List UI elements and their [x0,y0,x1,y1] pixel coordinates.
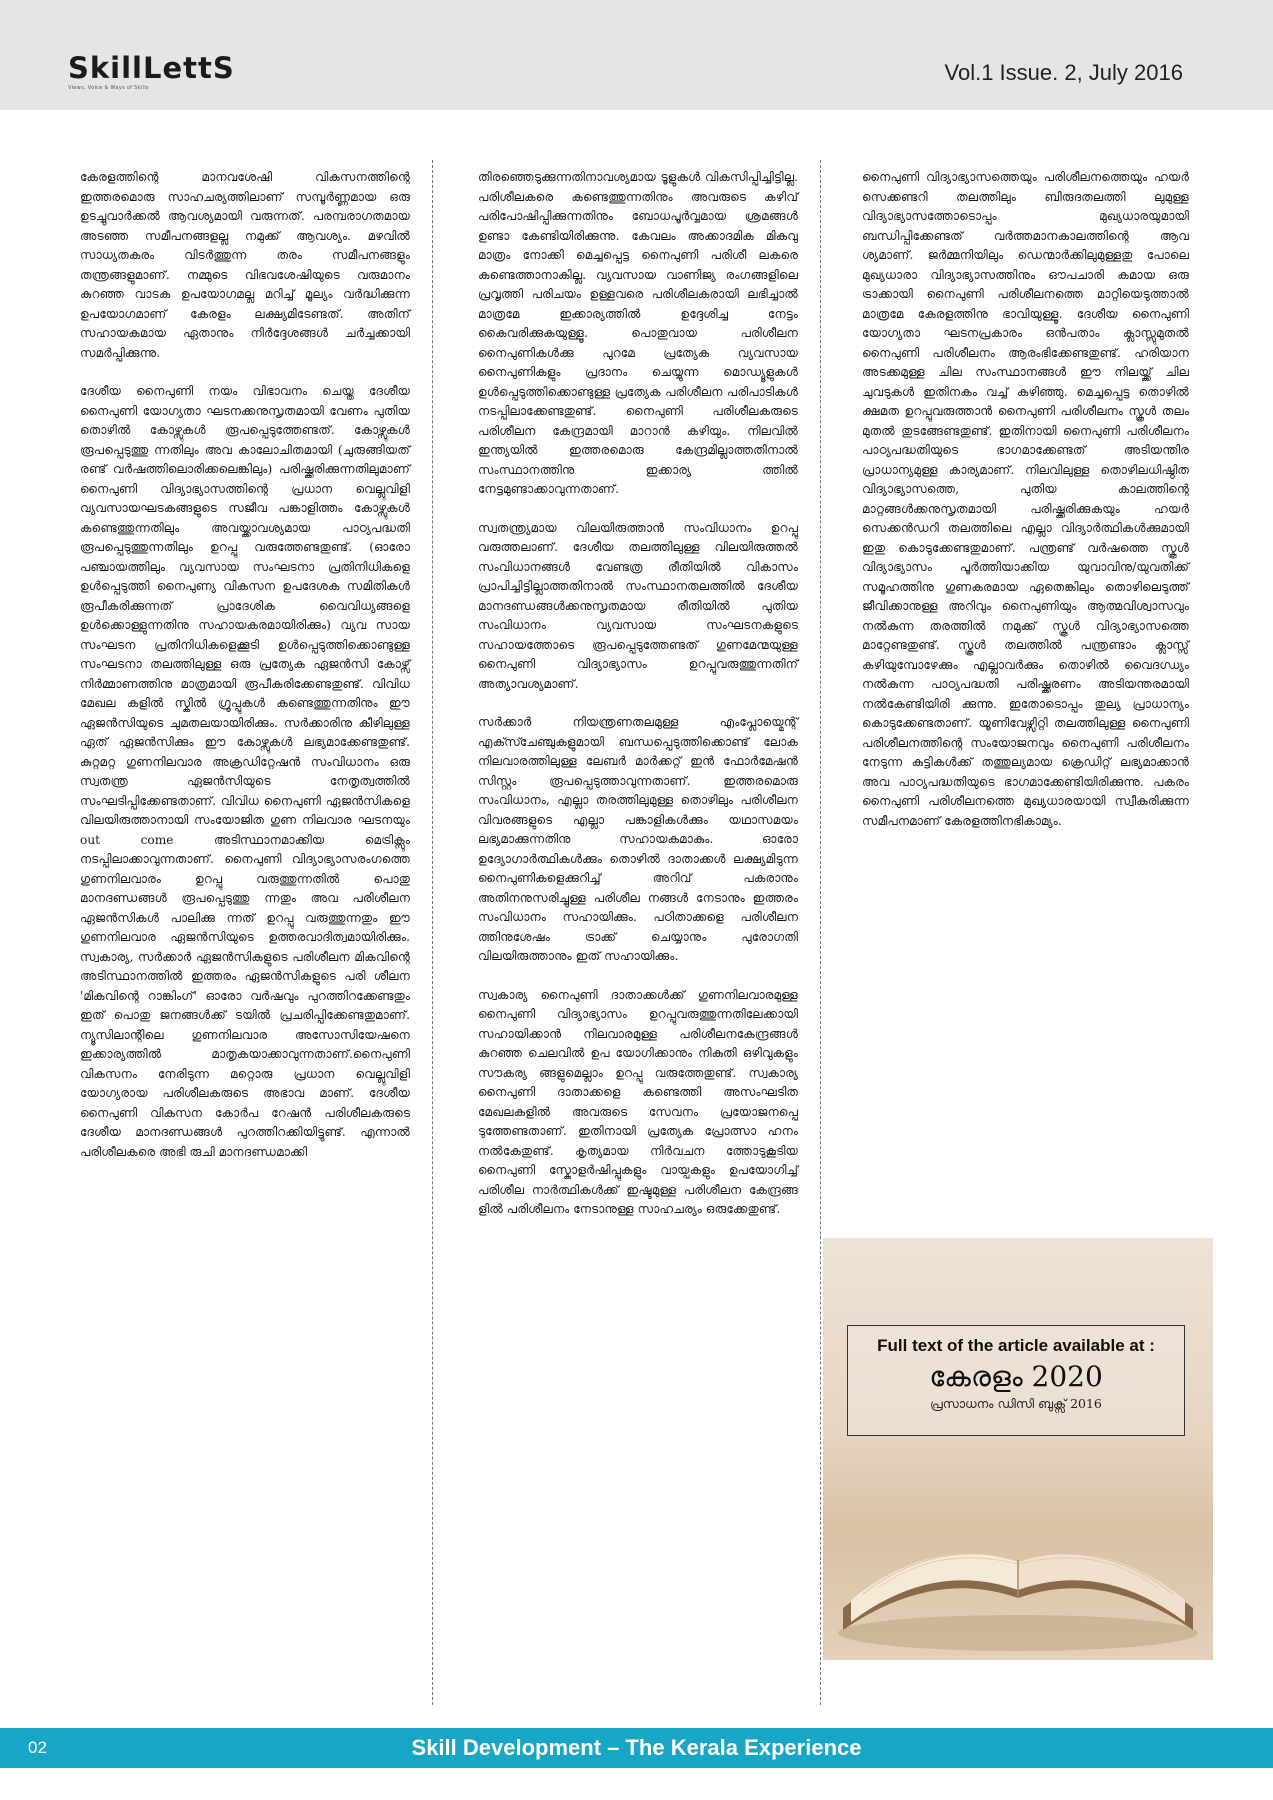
page-number: 02 [28,1738,47,1757]
footer-title: Skill Development – The Kerala Experience [411,1735,862,1760]
book-image-panel [823,1238,1213,1660]
paragraph: നൈപുണി വിദ്യാഭ്യാസത്തെയും പരിശീലനത്തെയും ഹയർ സെക്കണ്ടറി തലത്തിലും ബിരുദതലത്തി ലുമുള്ള വിദ്യാഭ്യാസത്തോടൊപ്പം മുഖ്യധാരയുമായി ബന്ധിപ്പിക്കേണ്ടത് വർത്തമാനകാലത്തിന്റെ ആവ ശ്യമാണ്. ജർമ്മനിയിലും ഡെന്മാർക്കിലുമുള്ളതു പോലെ മുഖ്യധാരാ വിദ്യാഭ്യാസത്തിനും ഔപചാരി കമായ ഒരു ട്രാക്കായി നൈപുണി പരിശീലനത്തെ മാറ്റിയെടുത്താൽ മാത്രമേ കേരളത്തിനു ഭാവിയുള്ളൂ. ദേശീയ നൈപുണി യോഗ്യതാ ഘടനപ്രകാരം ഒൻപതാം ക്ലാസ്സുമുതൽ നൈപുണി പരിശീലനം ആരംഭിക്കേണ്ടതുണ്ട്. ഹരിയാന അടക്കമുള്ള ചില സംസ്ഥാനങ്ങൾ ഈ നിലയ്ക്ക് ചില ചുവടുകൾ ഇതിനകം വച്ച് കഴിഞ്ഞു. മെച്ചപ്പെട്ട തൊഴിൽ ക്ഷമത ഉറപ്പുവരുത്താൻ നൈപുണി പരിശീലനം സ്കൂൾ തലം മുതൽ തുടങ്ങേണ്ടതുണ്ട്. ഇതിനായി നൈപുണി പരിശീലനം പാഠ്യപദ്ധതിയുടെ ഭാഗമാക്കേണ്ടത് അടിയന്തിര പ്രാധാന്യമുള്ള കാര്യമാണ്. നിലവിലുള്ള തൊഴിലധിഷ്ഠിത വിദ്യാഭ്യാസത്തെ, പുതിയ കാലത്തിന്റെ മാറ്റങ്ങൾക്കനുസൃതമായി പരിഷ്ക്കരിക്കുകയും ഹയർ സെക്കൻഡറി തലത്തിലെ എല്ലാ വിദ്യാർത്ഥികൾക്കുമായി ഇതു കൊടുക്കേണ്ടതുമാണ്. പന്ത്രണ്ട് വർഷത്തെ സ്കൂൾ വിദ്യാഭ്യാസം പൂർത്തിയാക്കിയ യുവാവിനു/യുവതിക്ക് സമൂഹത്തിനു ഗുണകരമായ ഏതെങ്കിലും തൊഴിലെടുത്ത് ജീവിക്കാനുള്ള അറിവും നൈപുണിയും ആത്മവിശ്വാസവും നൽകുന്ന തരത്തിൽ നമുക്ക് സ്കൂൾ വിദ്യാഭ്യാസത്തെ മാറ്റേണ്ടതുണ്ട്. സ്കൂൾ തലത്തിൽ പന്ത്രണ്ടാം ക്ലാസ്സ് കഴിയുമ്പോഴേക്കും എല്ലാവർക്കും തൊഴിൽ വൈദഗ്ധ്യം നൽകുന്ന പാഠ്യപദ്ധതി പരിഷ്ക്കരണം അടിയന്തരമായി നൽകേണ്ടിയിരി ക്കുന്നു. ഇതോടൊപ്പം തുല്യ പ്രാധാന്യം കൊടുക്കേണ്ടതാണ്. യൂണിവേഴ്സിറ്റി തലത്തിലുള്ള നൈപുണി പരിശീലനത്തിന്റെ സംയോജനവും നൈപുണി പരിശീലനം നേടുന്ന കുട്ടികൾക്ക് തത്തുല്യമായ ക്രെഡിറ്റ് ലഭ്യമാക്കാൻ അവ പാഠ്യപദ്ധതിയുടെ ഭാഗമാക്കേണ്ടിയിരിക്കുന്നു. പകരം നൈപുണി പരിശീലനത്തെ മുഖ്യധാരയായി സ്വീകരിക്കുന്ന സമീപനമാണ് കേരളത്തിനഭികാമ്യം. [862,170,1189,828]
paragraph: ദേശീയ നൈപുണി നയം വിഭാവനം ചെയ്ത ദേശീയ നൈപുണി യോഗ്യതാ ഘടനക്കനുസൃതമായി വേണം പുതിയ തൊഴിൽ കോഴ്സുകൾ രൂപപ്പെടുത്തേണ്ടത്. കോഴ്സുകൾ രൂപപ്പെടുത്തു ന്നതിലും അവ കാലോചിതമായി (ചുരുങ്ങിയത് രണ്ട് വർഷത്തിലൊരിക്കലെങ്കിലും) പരിഷ്ക്കരിക്കുന്നതിലുമാണ് നൈപുണി വിദ്യാഭ്യാസത്തിന്റെ പ്രധാന വെല്ലുവിളി വ്യവസായഘടകങ്ങളുടെ സജീവ പങ്കാളിത്തം കോഴ്സുകൾ കണ്ടെത്തുന്നതിലും അവയ്ക്കാവശ്യമായ പാഠ്യപദ്ധതി രൂപപ്പെടുത്തുന്നതിലും ഉറപ്പു വരുത്തേണ്ടതുണ്ട്. (ഓരോ പഞ്ചായത്തിലും വ്യവസായ സംഘടനാ പ്രതിനിധികളെ ഉൾപ്പെടുത്തി നൈപുണ്യ വികസന ഉപദേശക സമിതികൾ രൂപീകരിക്കുന്നത് പ്രാദേശിക വൈവിധ്യങ്ങളെ ഉൾക്കൊള്ളുന്നതിനു സഹായകരമായിരിക്കും) വ്യവ സായ സംഘടന പ്രതിനിധികളെക്കൂടി ഉൾപ്പെടുത്തിക്കൊണ്ടുള്ള സംഘടനാ തലത്തിലുള്ള ഒരു പ്രത്യേക ഏജൻസി കോഴ്സ് നിർമ്മാണത്തിനു മാത്രമായി രൂപീകരിക്കേണ്ടതുണ്ട്. വിവിധ മേഖല കളിൽ സ്കിൽ ഗ്രൂപ്പുകൾ കണ്ടെത്തുന്നതിനും ഈ ഏജൻസിയുടെ ചുമതലയായിരിക്കും. സർക്കാരിനു കീഴിലുള്ള ഏത് ഏജൻസിക്കും ഈ കോഴ്സുകൾ ലഭ്യമാക്കേണ്ടതുണ്ട്. കുറ്റമറ്റ ഗുണനിലവാര അക്രഡിറ്റേഷൻ സംവിധാനം ഒരു സ്വതന്ത്ര ഏജൻസിയുടെ നേതൃത്വത്തിൽ സംഘടിപ്പിക്കേണ്ടതാണ്. വിവിധ നൈപുണി ഏജൻസികളെ വിലയിരുത്താനായി സംയോജിത ഗുണ നിലവാര ഘടനയും out come അടിസ്ഥാനമാക്കിയ മെട്രിക്സും നടപ്പിലാക്കാവുന്നതാണ്. നൈപുണി വിദ്യാഭ്യാസരംഗത്തെ ഗുണനിലവാരം ഉറപ്പു വരുത്തുന്നതിൽ പൊതു മാനദണ്ഡങ്ങൾ രൂപപ്പെടുത്തു ന്നതും അവ പരിശീലന ഏജൻസികൾ പാലിക്കു ന്നത് ഉറപ്പു വരുത്തുന്നതും ഈ ഗുണനിലവാര ഏജൻസിയുടെ ഉത്തരവാദിത്വമായിരിക്കും. സ്വകാര്യ, സർക്കാർ ഏജൻസികളുടെ പരിശീലന മികവിന്റെ അടിസ്ഥാനത്തിൽ ഇത്തരം ഏജൻസികളുടെ പരി ശീലന 'മികവിന്റെ റാങ്കിംഗ്' ഓരോ വർഷവും പുറത്തിറക്കേണ്ടതും ഇത് പൊതു ജനങ്ങൾക്ക് ടയിൽ പ്രചരിപ്പിക്കേണ്ടതുമാണ്. ന്യൂസിലാന്റിലെ ഗുണനിലവാര അസോസിയേഷനെ ഇക്കാര്യത്തിൽ മാതൃകയാക്കാവുന്നതാണ്.നൈപുണി വികസനം നേരിടുന്ന മറ്റൊരു പ്രധാന വെല്ലുവിളി യോഗ്യരായ പരിശീലകരുടെ അഭാവ മാണ്. ദേശീയ നൈപുണി വികസന കോർപ റേഷൻ പരിശീലകരുടെ ദേശീയ മാനദണ്ഡങ്ങൾ പുറത്തിറക്കിയിട്ടുണ്ട്. എന്നാൽ പരിശീലകരെ അഭി രുചി മാനദണ്ഡമാക്കി [80,384,410,1159]
page-header [0,0,1273,110]
page-footer [0,1728,1273,1768]
article-column-3 [862,168,1189,850]
article-column-1 [80,168,410,1181]
issue-label: Vol.1 Issue. 2, July 2016 [944,60,1183,85]
book-title: കേരളം 2020 [929,1360,1103,1393]
paragraph: സ്വതന്ത്ര്യമായ വിലയിരുത്താൻ സംവിധാനം ഉറപ്പു വരുത്തലാണ്. ദേശീയ തലത്തിലുള്ള വിലയിരുത്തൽ സംവിധാനങ്ങൾ വേണ്ടത്ര രീതിയിൽ വികാസം പ്രാപിച്ചിട്ടില്ലാത്തതിനാൽ സംസ്ഥാനതലത്തിൽ ദേശീയ മാനദണ്ഡങ്ങൾക്കനുസൃതമായ രീതിയിൽ പുതിയ സംവിധാനം വ്യവസായ സംഘടനകളുടെ സഹായത്തോടെ രൂപപ്പെടുത്തേണ്ടത് ഗുണമേന്മയുള്ള നൈപുണി വിദ്യാഭ്യാസം ഉറപ്പുവരുത്തുന്നതിന് അത്യാവശ്യമാണ്. [478,520,798,691]
paragraph: തിരഞ്ഞെടുക്കുന്നതിനാവശ്യമായ ടൂളുകൾ വികസിപ്പിച്ചിട്ടില്ല. പരിശീലകരെ കണ്ടെത്തുന്നതിനും അവരുടെ കഴിവ് പരിപോഷിപ്പിക്കുന്നതിനും ബോധപൂർവ്വമായ ശ്രമങ്ങൾ ഉണ്ടാ കേണ്ടിയിരിക്കുന്നു. കേവലം അക്കാദമിക മികവു മാത്രം നോക്കി മെച്ചപ്പെട്ട നൈപുണി പരിശീ ലകരെ കണ്ടെത്താനാകില്ല. വ്യവസായ വാണിജ്യ രംഗങ്ങളിലെ പ്രവൃത്തി പരിചയം ഉള്ളവരെ പരിശീലകരായി ലഭിച്ചാൽ മാത്രമേ ഇക്കാര്യത്തിൽ ഉദ്ദേശിച്ച നേട്ടം കൈവരിക്കുകയുള്ളൂ. പൊതുവായ പരിശീലന നൈപുണികൾക്കു പുറമേ പ്രത്യേക വ്യവസായ നൈപുണികളും പ്രദാനം ചെയ്യുന്ന മൊഡ്യൂളുകൾ ഉൾപ്പെടുത്തിക്കൊണ്ടുള്ള പ്രത്യേക പരിശീലന പരിപാടികൾ നടപ്പിലാക്കേണ്ടതുണ്ട്. നൈപുണി പരിശീലകരുടെ പരിശീലന കേന്ദ്രമായി മാറാൻ കഴിയും. നിലവിൽ ഇന്ത്യയിൽ ഇത്തരമൊരു കേന്ദ്രമില്ലാത്തതിനാൽ സംസ്ഥാനത്തിനു ഇക്കാര്യ ത്തിൽ നേട്ടമുണ്ടാക്കാവുന്നതാണ്. [478,170,798,496]
logo-text: SkillLettS [68,51,235,85]
column-divider [432,160,433,1705]
article-column-2 [478,168,798,1239]
logo-tagline: Views, Voice & Ways of Skills [68,85,149,91]
paragraph: സർക്കാർ നിയന്ത്രണതലമുള്ള എംപ്ലോയ്മെന്റ് എക്സ്ചേഞ്ചുകളുമായി ബന്ധപ്പെടുത്തിക്കൊണ്ട് ലോക നിലവാരത്തിലുള്ള ലേബർ മാർക്കറ്റ് ഇൻ ഫോർമേഷൻ സിസ്റ്റം രൂപപ്പെടുത്താവുന്നതാണ്. ഇത്തരമൊരു സംവിധാനം, എല്ലാ തരത്തിലുമുള്ള തൊഴിലും പരിശീലന വിവരങ്ങളുടെ എല്ലാ പങ്കാളികൾക്കും യഥാസമയം ലഭ്യമാക്കുന്നതിനു സഹായകമാകും. ഓരോ ഉദ്യോഗാർത്ഥികൾക്കും തൊഴിൽ ദാതാക്കൾ ലക്ഷ്യമിടുന്ന നൈപുണികളെക്കുറിച്ച് അറിവ് പകരാനും അതിനനുസരിച്ചുള്ള പരിശീല നങ്ങൾ നേടാനും ഇത്തരം സംവിധാനം സഹായിക്കും. പഠിതാക്കളെ പരിശീലന ത്തിനുശേഷം ട്രാക്ക് ചെയ്യാനും പുരോഗതി വിലയിരുത്താനും ഇത് സഹായിക്കും. [478,715,798,963]
column-divider [820,160,821,1705]
open-book-icon [823,1238,1213,1660]
source-heading: Full text of the article available at : [877,1336,1155,1355]
publisher-note: പ്രസാധനം ഡിസി ബുക്സ് 2016 [930,1396,1102,1411]
article-source-box [847,1325,1185,1436]
paragraph: സ്വകാര്യ നൈപുണി ദാതാക്കൾക്ക് ഗുണനിലവാരമുള്ള നൈപുണി വിദ്യാഭ്യാസം ഉറപ്പുവരുത്തുന്നതിലേക്കായി സഹായിക്കാൻ നിലവാരമുള്ള പരിശീലനകേന്ദ്രങ്ങൾ കുറഞ്ഞ ചെലവിൽ ഉപ യോഗിക്കാനും നികുതി ഒഴിവുകളും സൗകര്യ ങ്ങളുമെല്ലാം ഉറപ്പു വരുത്തേതുണ്ട്. സ്വകാര്യ നൈപുണി ദാതാക്കളെ കണ്ടെത്തി അസംഘടിത മേഖലകളിൽ അവരുടെ സേവനം പ്രയോജനപ്പെ ടുത്തേണ്ടതാണ്. ഇതിനായി പ്രത്യേക പ്രോത്സാ ഹനം നൽകേതുണ്ട്. കൃത്യമായ നിർവചന ത്തോടുകൂടിയ നൈപുണി സ്കോളർഷിപ്പുകളും വായ്പകളും ഉപയോഗിച്ച് പരിശീല നാർത്ഥികൾക്ക് ഇഷ്ടമുള്ള പരിശീലന കേന്ദ്രങ്ങ ളിൽ പരിശീലനം നേടാനുള്ള സാഹചര്യം ഒരുക്കേതുണ്ട്. [478,987,798,1216]
paragraph: കേരളത്തിന്റെ മാനവശേഷി വികസനത്തിന്റെ ഇത്തരമൊരു സാഹചര്യത്തിലാണ് സമ്പൂർണ്ണമായ ഒരു ഉടച്ചുവാർക്കൽ ആവശ്യമായി വരുന്നത്. പരമ്പരാഗതമായ അടഞ്ഞ സമീപനങ്ങളല്ല നമുക്ക് ആവശ്യം. മഴവിൽ സാധ്യതകരം വിടർത്തുന്ന തരം സമീപനങ്ങളും തന്ത്രങ്ങളുമാണ്. നമ്മുടെ വിഭവശേഷിയുടെ വരുമാനം കുറഞ്ഞ വാടക ഉപയോഗമല്ല മറിച്ച് മൂല്യം വർദ്ധിക്കുന്ന ഉപയോഗമാണ് കേരളം ലക്ഷ്യമിടേണ്ടത്. അതിന് സഹായകമായ ഏതാനും നിർദ്ദേശങ്ങൾ ചർച്ചക്കായി സമർപ്പിക്കുന്നു. [80,170,410,360]
magazine-logo [68,52,235,91]
